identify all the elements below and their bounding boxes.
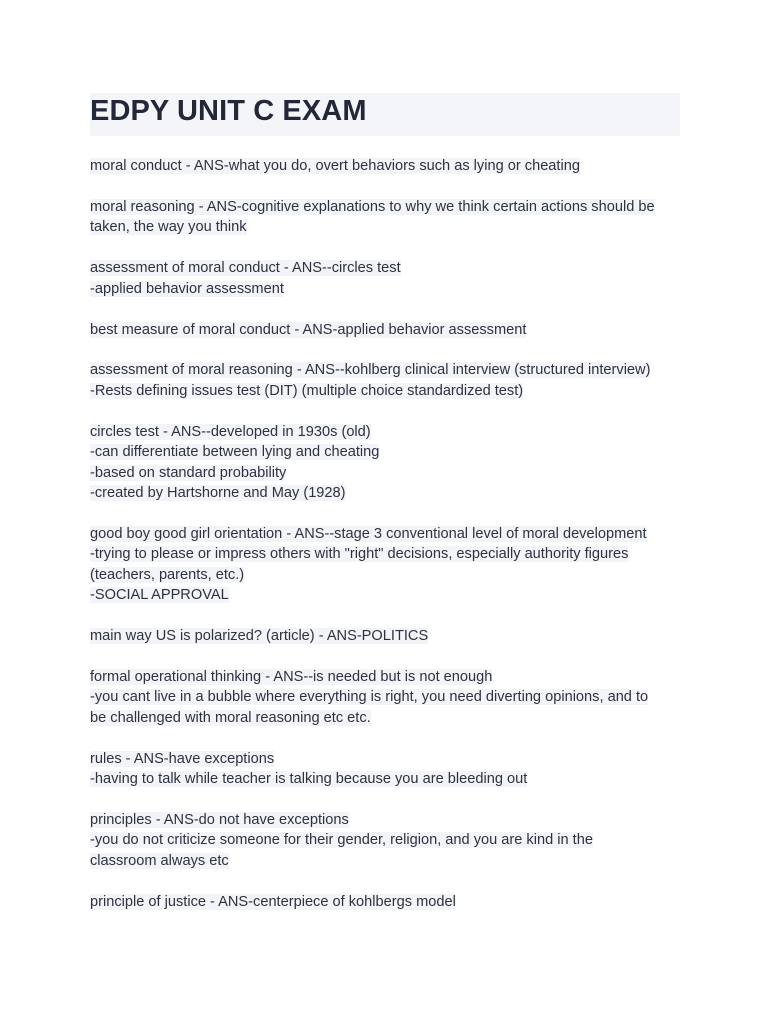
entry-text: -you do not criticize someone for their gender, religion, and you are kind in the — [90, 832, 593, 849]
entry-detail-line — [90, 830, 680, 850]
entry-text: -applied behavior assessment — [90, 280, 284, 297]
entry-text: assessment of moral reasoning - ANS--kohlberg clinical interview (structured interview) — [90, 362, 651, 379]
entry-term-line — [90, 258, 680, 278]
flashcard-entry — [90, 258, 680, 299]
flashcard-entry — [90, 667, 680, 728]
entry-detail-line — [90, 708, 680, 728]
entry-term-line — [90, 892, 680, 912]
flashcard-entry — [90, 749, 680, 790]
document-page — [90, 93, 680, 933]
entry-text: assessment of moral conduct - ANS--circles test — [90, 260, 401, 277]
entry-text: -created by Hartshorne and May (1928) — [90, 484, 346, 501]
entry-term-line — [90, 749, 680, 769]
entry-text: -SOCIAL APPROVAL — [90, 587, 229, 604]
entry-term-line — [90, 360, 680, 380]
entry-text: -can differentiate between lying and cheating — [90, 444, 380, 461]
entry-text: rules - ANS-have exceptions — [90, 750, 275, 767]
flashcard-entry — [90, 197, 680, 238]
entry-text: good boy good girl orientation - ANS--stage 3 conventional level of moral development — [90, 525, 647, 542]
entry-term-line — [90, 156, 680, 176]
entry-term-line — [90, 667, 680, 687]
entry-text: principles - ANS-do not have exceptions — [90, 811, 349, 828]
entry-term-line — [90, 197, 680, 217]
entry-detail-line — [90, 687, 680, 707]
entry-detail-line — [90, 565, 680, 585]
entry-text: -having to talk while teacher is talking because you are bleeding out — [90, 771, 528, 788]
flashcard-entry — [90, 524, 680, 606]
entry-detail-line — [90, 279, 680, 299]
entry-term-line — [90, 810, 680, 830]
entry-text: main way US is polarized? (article) - ANS-POLITICS — [90, 628, 429, 644]
page-title: EDPY UNIT C EXAM — [90, 95, 367, 127]
entry-detail-line — [90, 463, 680, 483]
entry-text: moral reasoning - ANS-cognitive explanations to why we think certain actions should be — [90, 198, 655, 215]
entries-list — [90, 156, 680, 912]
entry-detail-line — [90, 483, 680, 503]
entry-detail-line — [90, 851, 680, 871]
entry-text: (teachers, parents, etc.) — [90, 566, 245, 583]
entry-text: be challenged with moral reasoning etc etc. — [90, 709, 371, 726]
entry-text: -trying to please or impress others with "right" decisions, especially authority figures — [90, 546, 629, 563]
entry-term-line — [90, 626, 680, 646]
flashcard-entry — [90, 360, 680, 401]
entry-text: formal operational thinking - ANS--is needed but is not enough — [90, 668, 493, 685]
entry-detail-line — [90, 442, 680, 462]
entry-text: moral conduct - ANS-what you do, overt behaviors such as lying or cheating — [90, 158, 580, 174]
entry-text: best measure of moral conduct - ANS-applied behavior assessment — [90, 321, 527, 338]
entry-text: principle of justice - ANS-centerpiece of kohlbergs model — [90, 893, 456, 910]
entry-text: -based on standard probability — [90, 464, 287, 481]
entry-detail-line — [90, 544, 680, 564]
entry-text: taken, the way you think — [90, 219, 247, 236]
entry-detail-line — [90, 585, 680, 605]
flashcard-entry — [90, 156, 680, 176]
entry-text: -you cant live in a bubble where everything is right, you need diverting opinions, and to — [90, 689, 649, 706]
flashcard-entry — [90, 320, 680, 340]
entry-detail-line — [90, 381, 680, 401]
entry-text: classroom always etc — [90, 852, 229, 869]
entry-term-line — [90, 422, 680, 442]
entry-text: -Rests defining issues test (DIT) (multiple choice standardized test) — [90, 382, 524, 399]
entry-term-line — [90, 524, 680, 544]
flashcard-entry — [90, 422, 680, 504]
entry-text: circles test - ANS--developed in 1930s (old) — [90, 423, 371, 440]
flashcard-entry — [90, 892, 680, 912]
title-bar — [90, 93, 680, 136]
entry-term-line — [90, 320, 680, 340]
flashcard-entry — [90, 626, 680, 646]
flashcard-entry — [90, 810, 680, 871]
entry-detail-line — [90, 769, 680, 789]
entry-detail-line — [90, 217, 680, 237]
